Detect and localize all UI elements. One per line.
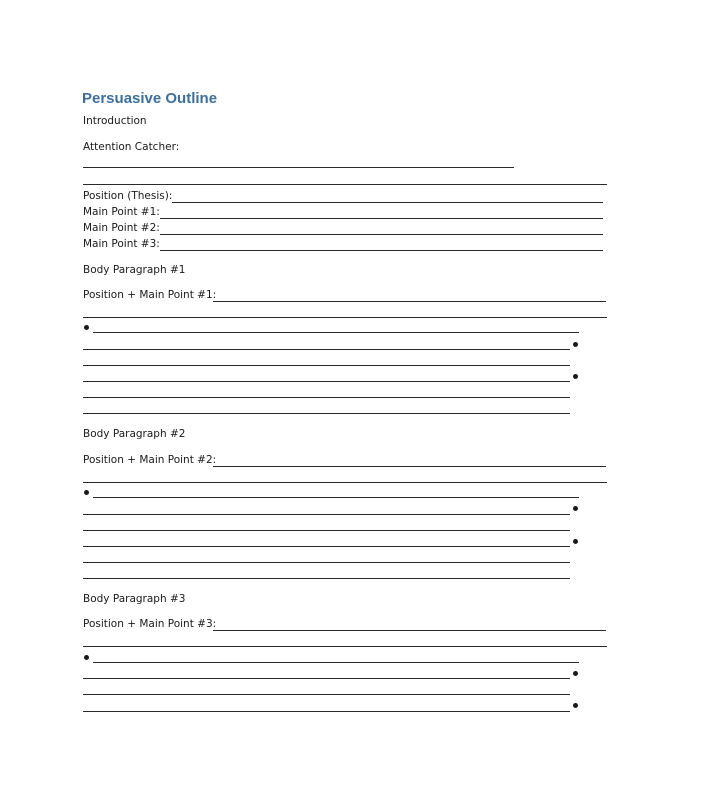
body-2-support-line[interactable] <box>83 546 570 547</box>
bullet-icon <box>573 374 578 379</box>
attention-catcher-label: Attention Catcher: <box>83 141 180 153</box>
body-2-line[interactable] <box>83 482 607 483</box>
bullet-icon <box>573 703 578 708</box>
body-2-support-line[interactable] <box>83 514 570 515</box>
body-1-support-line[interactable] <box>83 397 570 398</box>
body-2-support-line[interactable] <box>93 497 579 498</box>
section-heading-body-3: Body Paragraph #3 <box>83 593 186 605</box>
bullet-icon <box>84 325 89 330</box>
body-3-position-label: Position + Main Point #3: <box>83 618 217 630</box>
section-heading-body-2: Body Paragraph #2 <box>83 428 186 440</box>
main-point-2-label: Main Point #2: <box>83 222 160 234</box>
body-2-support-line[interactable] <box>83 562 570 563</box>
section-heading-introduction: Introduction <box>83 115 147 127</box>
main-point-2-line[interactable] <box>160 234 603 235</box>
body-1-support-line[interactable] <box>93 332 579 333</box>
main-point-1-line[interactable] <box>160 218 603 219</box>
body-2-support-line[interactable] <box>83 578 570 579</box>
body-3-support-line[interactable] <box>83 711 570 712</box>
body-1-support-line[interactable] <box>83 365 570 366</box>
body-3-position-line[interactable] <box>213 630 606 631</box>
body-1-position-line[interactable] <box>213 301 606 302</box>
body-3-support-line[interactable] <box>83 694 570 695</box>
position-thesis-label: Position (Thesis): <box>83 190 173 202</box>
body-1-support-line[interactable] <box>83 413 570 414</box>
position-thesis-line[interactable] <box>172 202 603 203</box>
body-2-position-line[interactable] <box>213 466 606 467</box>
main-point-3-line[interactable] <box>160 250 603 251</box>
section-heading-body-1: Body Paragraph #1 <box>83 264 186 276</box>
attention-catcher-line-1[interactable] <box>83 167 514 168</box>
page-title: Persuasive Outline <box>82 90 218 107</box>
bullet-icon <box>573 506 578 511</box>
bullet-icon <box>573 342 578 347</box>
body-1-line[interactable] <box>83 317 607 318</box>
body-3-support-line[interactable] <box>83 678 570 679</box>
main-point-1-label: Main Point #1: <box>83 206 160 218</box>
body-3-line[interactable] <box>83 646 607 647</box>
body-1-support-line[interactable] <box>83 349 570 350</box>
bullet-icon <box>573 671 578 676</box>
main-point-3-label: Main Point #3: <box>83 238 160 250</box>
attention-catcher-line-2[interactable] <box>83 184 607 185</box>
body-2-support-line[interactable] <box>83 530 570 531</box>
bullet-icon <box>84 655 89 660</box>
body-3-support-line[interactable] <box>93 662 579 663</box>
bullet-icon <box>573 539 578 544</box>
body-1-position-label: Position + Main Point #1: <box>83 289 217 301</box>
body-2-position-label: Position + Main Point #2: <box>83 454 217 466</box>
bullet-icon <box>84 490 89 495</box>
body-1-support-line[interactable] <box>83 381 570 382</box>
